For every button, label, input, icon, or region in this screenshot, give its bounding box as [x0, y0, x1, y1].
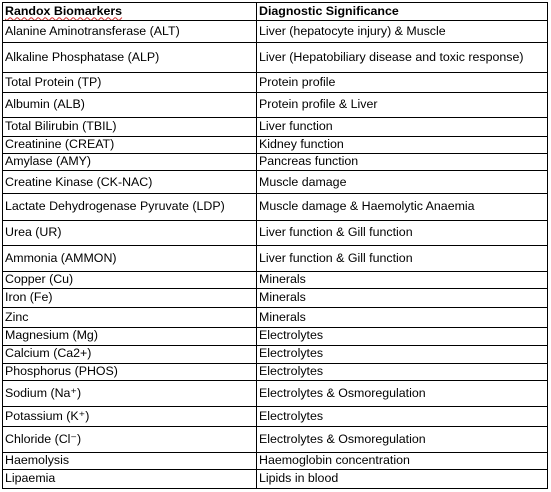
significance-cell: Electrolytes & Osmoregulation [257, 427, 548, 452]
significance-cell: Pancreas function [257, 154, 548, 171]
biomarker-cell: Iron (Fe) [3, 289, 257, 308]
biomarker-cell: Amylase (AMY) [3, 154, 257, 171]
table-row [3, 194, 548, 220]
table-row [3, 308, 548, 327]
table-row [3, 327, 548, 345]
biomarker-cell: Alkaline Phosphatase (ALP) [3, 43, 257, 73]
biomarker-cell: Lactate Dehydrogenase Pyruvate (LDP) [3, 194, 257, 220]
biomarker-cell: Total Protein (TP) [3, 73, 257, 92]
biomarker-cell: Haemolysis [3, 452, 257, 469]
table-row [3, 272, 548, 289]
significance-cell: Kidney function [257, 136, 548, 153]
significance-cell: Liver function & Gill function [257, 245, 548, 271]
table-row [3, 469, 548, 488]
biomarker-cell: Zinc [3, 308, 257, 327]
biomarker-cell: Chloride (Cl⁻) [3, 427, 257, 452]
significance-cell: Liver (Hepatobiliary disease and toxic response) [257, 43, 548, 73]
biomarker-cell: Potassium (K⁺) [3, 407, 257, 427]
table-row [3, 345, 548, 363]
table-row [3, 43, 548, 73]
biomarker-cell: Urea (UR) [3, 220, 257, 245]
significance-cell: Liver function & Gill function [257, 220, 548, 245]
table-row [3, 136, 548, 153]
biomarker-cell: Creatinine (CREAT) [3, 136, 257, 153]
significance-cell: Electrolytes [257, 327, 548, 345]
table-row [3, 92, 548, 117]
significance-cell: Electrolytes [257, 345, 548, 363]
table-row [3, 407, 548, 427]
biomarker-cell: Calcium (Ca2+) [3, 345, 257, 363]
significance-cell: Muscle damage [257, 171, 548, 194]
biomarker-table [2, 2, 548, 489]
biomarker-cell: Albumin (ALB) [3, 92, 257, 117]
table-row [3, 289, 548, 308]
table-row [3, 363, 548, 380]
significance-cell: Muscle damage & Haemolytic Anaemia [257, 194, 548, 220]
header-significance: Diagnostic Significance [257, 3, 548, 21]
biomarker-cell: Alanine Aminotransferase (ALT) [3, 21, 257, 43]
significance-cell: Lipids in blood [257, 469, 548, 488]
biomarker-cell: Ammonia (AMMON) [3, 245, 257, 271]
table-row [3, 380, 548, 406]
table-row [3, 171, 548, 194]
table-row [3, 73, 548, 92]
biomarker-cell: Lipaemia [3, 469, 257, 488]
significance-cell: Haemoglobin concentration [257, 452, 548, 469]
significance-cell: Liver function [257, 117, 548, 136]
significance-cell: Minerals [257, 272, 548, 289]
header-biomarkers: Randox Biomarkers [3, 3, 257, 21]
significance-cell: Electrolytes & Osmoregulation [257, 380, 548, 406]
biomarker-cell: Total Bilirubin (TBIL) [3, 117, 257, 136]
table-row [3, 245, 548, 271]
significance-cell: Electrolytes [257, 363, 548, 380]
biomarker-cell: Creatine Kinase (CK-NAC) [3, 171, 257, 194]
significance-cell: Protein profile [257, 73, 548, 92]
table-row [3, 21, 548, 43]
significance-cell: Liver (hepatocyte injury) & Muscle [257, 21, 548, 43]
table-row [3, 427, 548, 452]
biomarker-cell: Sodium (Na⁺) [3, 380, 257, 406]
significance-cell: Electrolytes [257, 407, 548, 427]
biomarker-cell: Copper (Cu) [3, 272, 257, 289]
significance-cell: Minerals [257, 289, 548, 308]
table-row [3, 117, 548, 136]
biomarker-cell: Phosphorus (PHOS) [3, 363, 257, 380]
significance-cell: Minerals [257, 308, 548, 327]
significance-cell: Protein profile & Liver [257, 92, 548, 117]
table-row [3, 220, 548, 245]
header-row [3, 3, 548, 21]
table-row [3, 452, 548, 469]
table-row [3, 154, 548, 171]
biomarker-cell: Magnesium (Mg) [3, 327, 257, 345]
